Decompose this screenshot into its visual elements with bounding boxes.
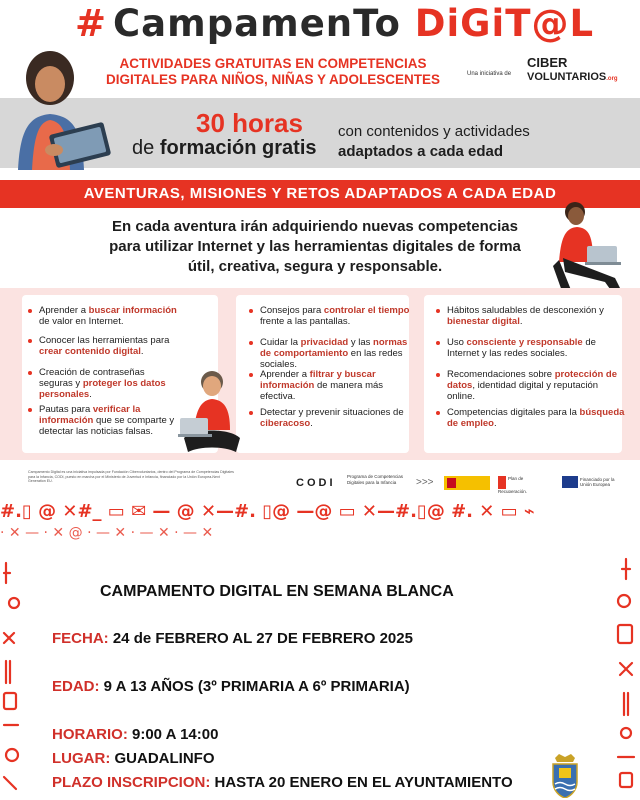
skill-bullet bbox=[28, 305, 179, 327]
skill-bullet bbox=[436, 369, 627, 402]
lugar-value: GUADALINFO bbox=[110, 750, 215, 767]
skill-bullet-highlight: privacidad bbox=[300, 337, 349, 348]
skill-bullet-text: Recomendaciones sobre bbox=[447, 369, 555, 380]
man-with-laptop-illustration bbox=[545, 198, 630, 298]
plazo-value: HASTA 20 ENERO EN EL AYUNTAMIENTO bbox=[210, 774, 513, 791]
skill-bullet bbox=[436, 337, 627, 359]
skill-bullet-text: en las redes sociales. bbox=[260, 348, 403, 370]
codi-subtitle: Programa de Competencias Digitales para la Infancia bbox=[347, 474, 404, 485]
edad-value: 9 A 13 AÑOS (3º PRIMARIA A 6º PRIMARIA) bbox=[99, 678, 410, 695]
skill-bullet-highlight: búsqueda de empleo bbox=[447, 407, 625, 429]
skill-bullet-text: Hábitos saludables de desconexión y bbox=[447, 305, 604, 316]
event-title: CAMPAMENTO DIGITAL EN SEMANA BLANCA bbox=[100, 583, 454, 600]
poster-title bbox=[75, 2, 615, 50]
skill-bullet-highlight: verificar la información bbox=[39, 404, 141, 426]
skill-bullet-highlight: ciberacoso bbox=[260, 418, 311, 429]
skill-bullet-text: . bbox=[519, 316, 523, 327]
skill-bullet-highlight: buscar información bbox=[88, 305, 177, 316]
skill-bullet-highlight: proteger los datos personales bbox=[39, 378, 166, 400]
contenidos-text bbox=[338, 122, 530, 162]
skill-bullet-text: . bbox=[89, 389, 92, 400]
skill-bullet-text: Competencias digitales para la bbox=[447, 407, 580, 418]
skill-bullet bbox=[28, 404, 179, 437]
title-word1b: To bbox=[353, 2, 415, 45]
event-details bbox=[0, 493, 640, 800]
skill-bullet-text: Cuidar la bbox=[260, 337, 301, 348]
skill-bullet bbox=[436, 305, 627, 327]
skill-bullet-highlight: normas de comportamiento bbox=[260, 337, 408, 359]
girl-with-tablet-illustration bbox=[2, 46, 122, 170]
svg-text:· ✕ — · ✕ @ · — ✕: · ✕ — · ✕ @ · — ✕ · — ✕ · — ✕ bbox=[0, 525, 214, 541]
government-logo bbox=[444, 476, 490, 490]
skill-bullet-text: de valor en Internet. bbox=[39, 316, 124, 327]
skill-bullet-text: Conocer las herramientas para bbox=[39, 335, 170, 346]
skill-bullet-highlight: controlar el tiempo bbox=[323, 305, 410, 316]
edad-label: EDAD: bbox=[52, 678, 100, 695]
eu-flag-icon bbox=[562, 476, 578, 488]
formacion-text bbox=[132, 137, 317, 160]
skill-bullet-text: frente a las pantallas. bbox=[260, 316, 351, 327]
initiative-label: Una iniciativa de bbox=[467, 71, 512, 77]
fecha-value: 24 de FEBRERO AL 27 DE FEBRERO 2025 bbox=[108, 630, 413, 647]
skill-bullet-text: que se comparte y detectar las noticias falsas. bbox=[39, 415, 175, 437]
fecha-row bbox=[52, 630, 413, 647]
skill-bullet bbox=[249, 305, 412, 327]
adventures-band bbox=[0, 180, 640, 208]
skill-bullet bbox=[249, 337, 412, 370]
contenidos-line1: con contenidos y actividades bbox=[338, 123, 530, 140]
skill-bullet-highlight: protección de datos bbox=[447, 369, 618, 391]
boy-with-laptop-illustration bbox=[174, 368, 246, 458]
horario-row bbox=[52, 726, 218, 743]
municipal-crest-icon bbox=[549, 752, 581, 798]
skill-bullet bbox=[249, 407, 412, 429]
skill-bullet-text: Detectar y prevenir situaciones de bbox=[260, 407, 404, 418]
horario-label: HORARIO: bbox=[52, 726, 128, 743]
plazo-label: PLAZO INSCRIPCION: bbox=[52, 774, 211, 791]
adventures-heading: AVENTURAS, MISIONES Y RETOS ADAPTADOS A CADA EDAD bbox=[83, 185, 557, 202]
title-hash: # bbox=[75, 2, 108, 45]
skill-bullet-text: , identidad digital y reputación online. bbox=[447, 380, 599, 402]
skill-bullet-text: Aprender a bbox=[39, 305, 89, 316]
fecha-label: FECHA: bbox=[52, 630, 109, 647]
skill-bullet bbox=[28, 367, 179, 400]
skill-bullet-highlight: consciente y responsable bbox=[466, 337, 583, 348]
footnote: Campamento Digital es una iniciativa impulsada por Fundación Cibervoluntarios, dentro del Programa de Competencias Digitales para la Infancia, CODI, puesto en marcha por el Ministerio de Juventud e Infancia, financiado por la Unión Europea-Next Generation EU. bbox=[28, 470, 234, 483]
brand-line2: VOLUNTARIOS bbox=[527, 71, 607, 83]
edad-row bbox=[52, 678, 410, 695]
recovery-plan-logo bbox=[498, 476, 550, 493]
skill-bullet-text: Creación de contraseñas seguras y bbox=[39, 367, 145, 389]
title-at: @ bbox=[531, 2, 570, 45]
skill-bullet-text: de manera más efectiva. bbox=[260, 380, 384, 402]
skill-bullet-text: . bbox=[140, 346, 144, 357]
plazo-row bbox=[52, 774, 513, 791]
poster-subtitle: ACTIVIDADES GRATUITAS EN COMPETENCIAS DIGITALES PARA NIÑOS, NIÑAS Y ADOLESCENTES bbox=[105, 56, 441, 87]
skill-bullet-highlight: crear contenido digital bbox=[39, 346, 141, 357]
formacion-bold: formación gratis bbox=[159, 137, 317, 159]
hours-heading: 30 horas bbox=[196, 108, 303, 138]
title-word2: DiGiT bbox=[414, 2, 532, 45]
skill-bullet-text: Uso bbox=[447, 337, 467, 348]
eu-funding-text: Financiado por la Unión Europea bbox=[580, 477, 615, 487]
codi-arrows: >>> bbox=[416, 477, 434, 488]
contenidos-line2: adaptados a cada edad bbox=[338, 143, 504, 160]
skill-bullet-highlight: filtrar y buscar información bbox=[260, 369, 376, 391]
brand-line1: CIBER bbox=[527, 55, 568, 70]
codi-logo: CODI bbox=[296, 477, 336, 489]
horario-value: 9:00 A 14:00 bbox=[127, 726, 219, 743]
skill-bullet-text: de Internet y las redes sociales. bbox=[447, 337, 596, 359]
formacion-prefix: de bbox=[132, 137, 160, 159]
recovery-plan-text: Plan de Recuperación, bbox=[498, 476, 528, 493]
skill-bullet-text: . bbox=[310, 418, 313, 429]
svg-text:#.▯ @ ✕#_ ▭ ✉ — @ ✕—#. ▯@ —@: #.▯ @ ✕#_ ▭ ✉ — @ ✕—#. ▯@ —@ ▭ ✕—#.▯@ #. ✕ ▭ ⌁ bbox=[0, 501, 535, 522]
skill-bullet-text: . bbox=[494, 418, 497, 429]
skill-bullet-text: Consejos para bbox=[260, 305, 324, 316]
intro-paragraph: En cada aventura irán adquiriendo nuevas competencias para utilizar Internet y las herramientas digitales de forma útil, creativa, segura y responsable. bbox=[109, 218, 521, 275]
title-word2b: L bbox=[569, 2, 595, 45]
skill-bullet bbox=[249, 369, 412, 402]
skill-bullet bbox=[436, 407, 627, 429]
skill-bullet-text: y las bbox=[348, 337, 374, 348]
skill-bullet-highlight: bienestar digital bbox=[447, 316, 520, 327]
skill-bullet bbox=[28, 335, 179, 357]
cibervoluntarios-logo bbox=[527, 56, 618, 86]
lugar-label: LUGAR: bbox=[52, 750, 111, 767]
skill-bullet-text: Pautas para bbox=[39, 404, 93, 415]
brand-suffix: .org bbox=[606, 76, 618, 82]
lugar-row bbox=[52, 750, 215, 767]
title-word1: Campamen bbox=[113, 2, 354, 45]
skill-bullet-text: Aprender a bbox=[260, 369, 310, 380]
